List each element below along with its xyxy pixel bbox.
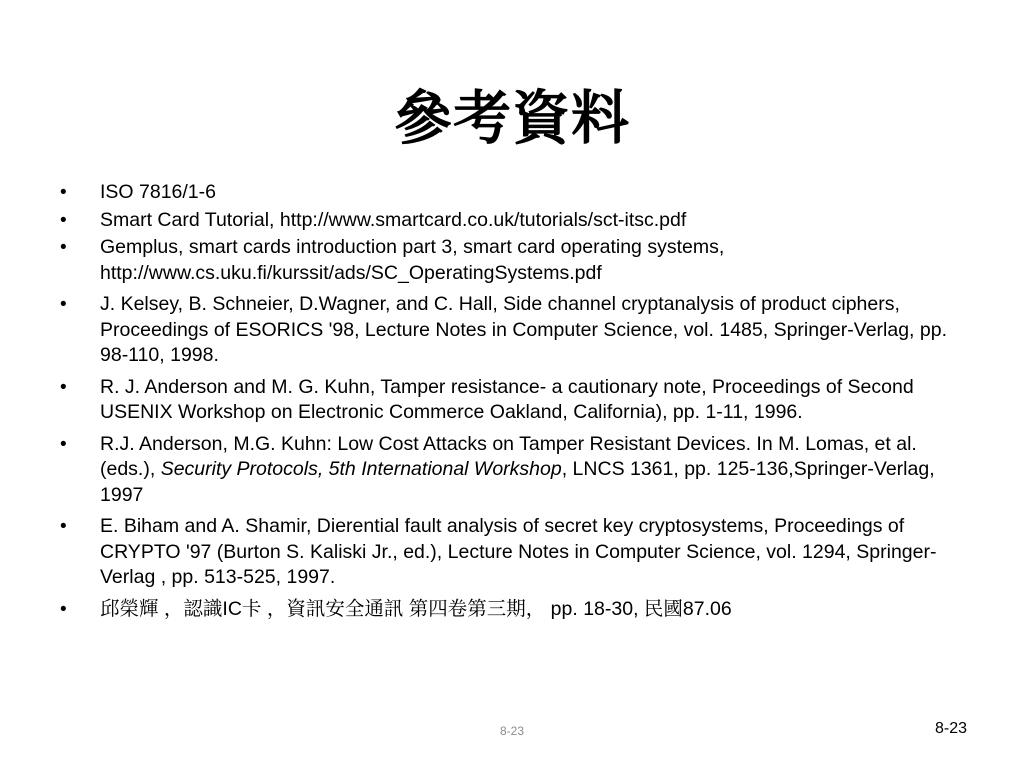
reference-text: J. Kelsey, B. Schneier, D.Wagner, and C. Hall, Side channel cryptanalysis of product ciphers, Proceedings of ESORICS '98, Lecture Notes in Computer Science, vol. 1485, Springer-Verlag, pp. 98-110, 1998. xyxy=(100,293,948,366)
reference-item xyxy=(60,208,965,234)
page-number: 8-23 xyxy=(934,720,967,737)
reference-item xyxy=(60,514,965,591)
bullet-icon: • xyxy=(60,209,67,231)
reference-item xyxy=(60,597,965,623)
reference-item xyxy=(60,432,965,509)
reference-text xyxy=(100,433,935,506)
reference-text: 邱榮輝 ，認識IC卡 ，資訊安全通訊 第四卷第三期， pp. 18-30, 民國87.06 xyxy=(100,597,732,620)
reference-text-after: , LNCS 1361, pp. 125-136,Springer-Verlag, 1997 xyxy=(100,458,935,506)
bullet-icon: • xyxy=(60,598,67,620)
bullet-icon: • xyxy=(60,516,67,537)
bullet-icon: • xyxy=(60,294,67,315)
bullet-icon: • xyxy=(60,182,67,203)
reference-text: R. J. Anderson and M. G. Kuhn, Tamper resistance- a cautionary note, Proceedings of Second USENIX Workshop on Electronic Commerce Oakland, California), pp. 1-11, 1996. xyxy=(100,375,914,423)
bullet-icon: • xyxy=(60,433,67,455)
reference-text: Gemplus, smart cards introduction part 3, smart card operating systems, http://www.cs.uku.fi/kurssit/ads/SC_OperatingSystems.pdf xyxy=(100,236,725,284)
reference-item xyxy=(60,292,965,369)
reference-list xyxy=(60,180,965,624)
reference-text: ISO 7816/1-6 xyxy=(100,181,216,203)
reference-text-before: R.J. Anderson, M.G. Kuhn: Low Cost Attacks on Tamper Resistant Devices. In M. Lomas, et al. (eds.), xyxy=(100,432,917,480)
bullet-icon: • xyxy=(60,237,67,258)
reference-text: E. Biham and A. Shamir, Dierential fault analysis of secret key cryptosystems, Proceedings of CRYPTO '97 (Burton S. Kaliski Jr., ed.), Lecture Notes in Computer Science, vol. 1294, Springer-Verlag , pp. 513-525, 1997. xyxy=(100,515,937,588)
reference-item xyxy=(60,235,965,286)
reference-italic-title: Security Protocols, 5th International Workshop xyxy=(160,458,562,480)
footer-slide-label: 8-23 xyxy=(499,724,525,738)
reference-item xyxy=(60,375,965,426)
slide-title: 參考資料 xyxy=(393,84,630,152)
reference-item xyxy=(60,180,965,206)
bullet-icon: • xyxy=(60,376,67,398)
reference-text: Smart Card Tutorial, http://www.smartcard.co.uk/tutorials/sct-itsc.pdf xyxy=(100,208,687,231)
